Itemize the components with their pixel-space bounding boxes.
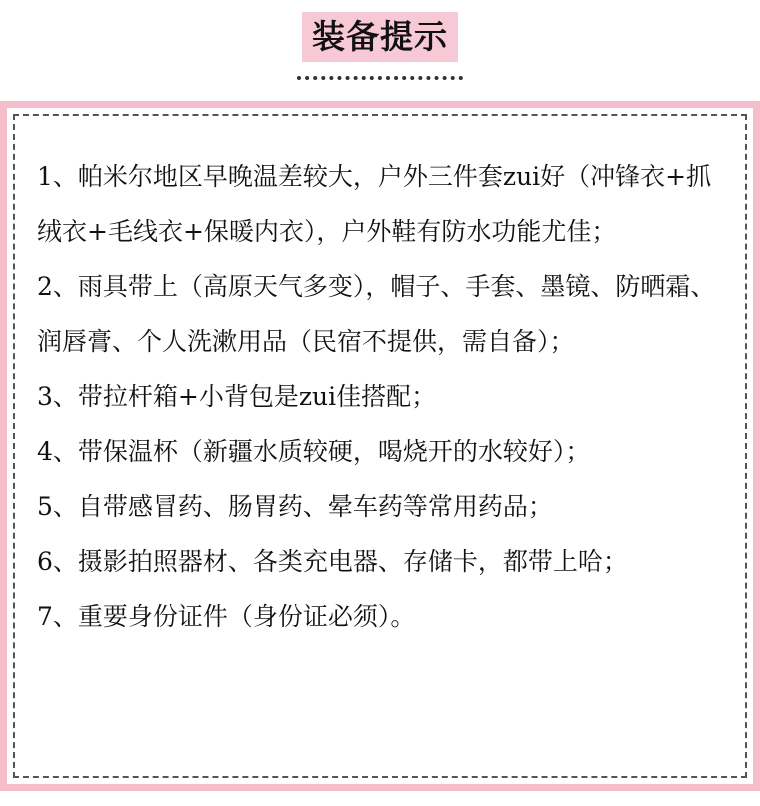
list-item: 4、带保温杯（新疆水质较硬，喝烧开的水较好）； bbox=[37, 437, 591, 466]
list-item: 6、摄影拍照器材、各类充电器、存储卡，都带上哈； bbox=[37, 547, 628, 576]
tips-list bbox=[37, 149, 732, 644]
list-item: 2、雨具带上（高原天气多变），帽子、手套、墨镜、防晒霜、润唇膏、个人洗漱用品（民宿不提供，需自备）； bbox=[37, 272, 716, 356]
title-dotted-underline bbox=[297, 76, 463, 80]
tips-panel bbox=[0, 101, 760, 791]
tips-dashed-frame bbox=[13, 114, 747, 778]
title-container bbox=[0, 12, 760, 62]
list-item: 7、重要身份证件（身份证必须）。 bbox=[37, 602, 416, 631]
list-item: 1、帕米尔地区早晚温差较大，户外三件套zui好（冲锋衣+抓绒衣+毛线衣+保暖内衣），户外鞋有防水功能尤佳； bbox=[37, 162, 712, 246]
page-title: 装备提示 bbox=[302, 12, 458, 62]
list-item: 5、自带感冒药、肠胃药、晕车药等常用药品； bbox=[37, 492, 553, 521]
list-item: 3、带拉杆箱+小背包是zui佳搭配； bbox=[37, 382, 437, 411]
